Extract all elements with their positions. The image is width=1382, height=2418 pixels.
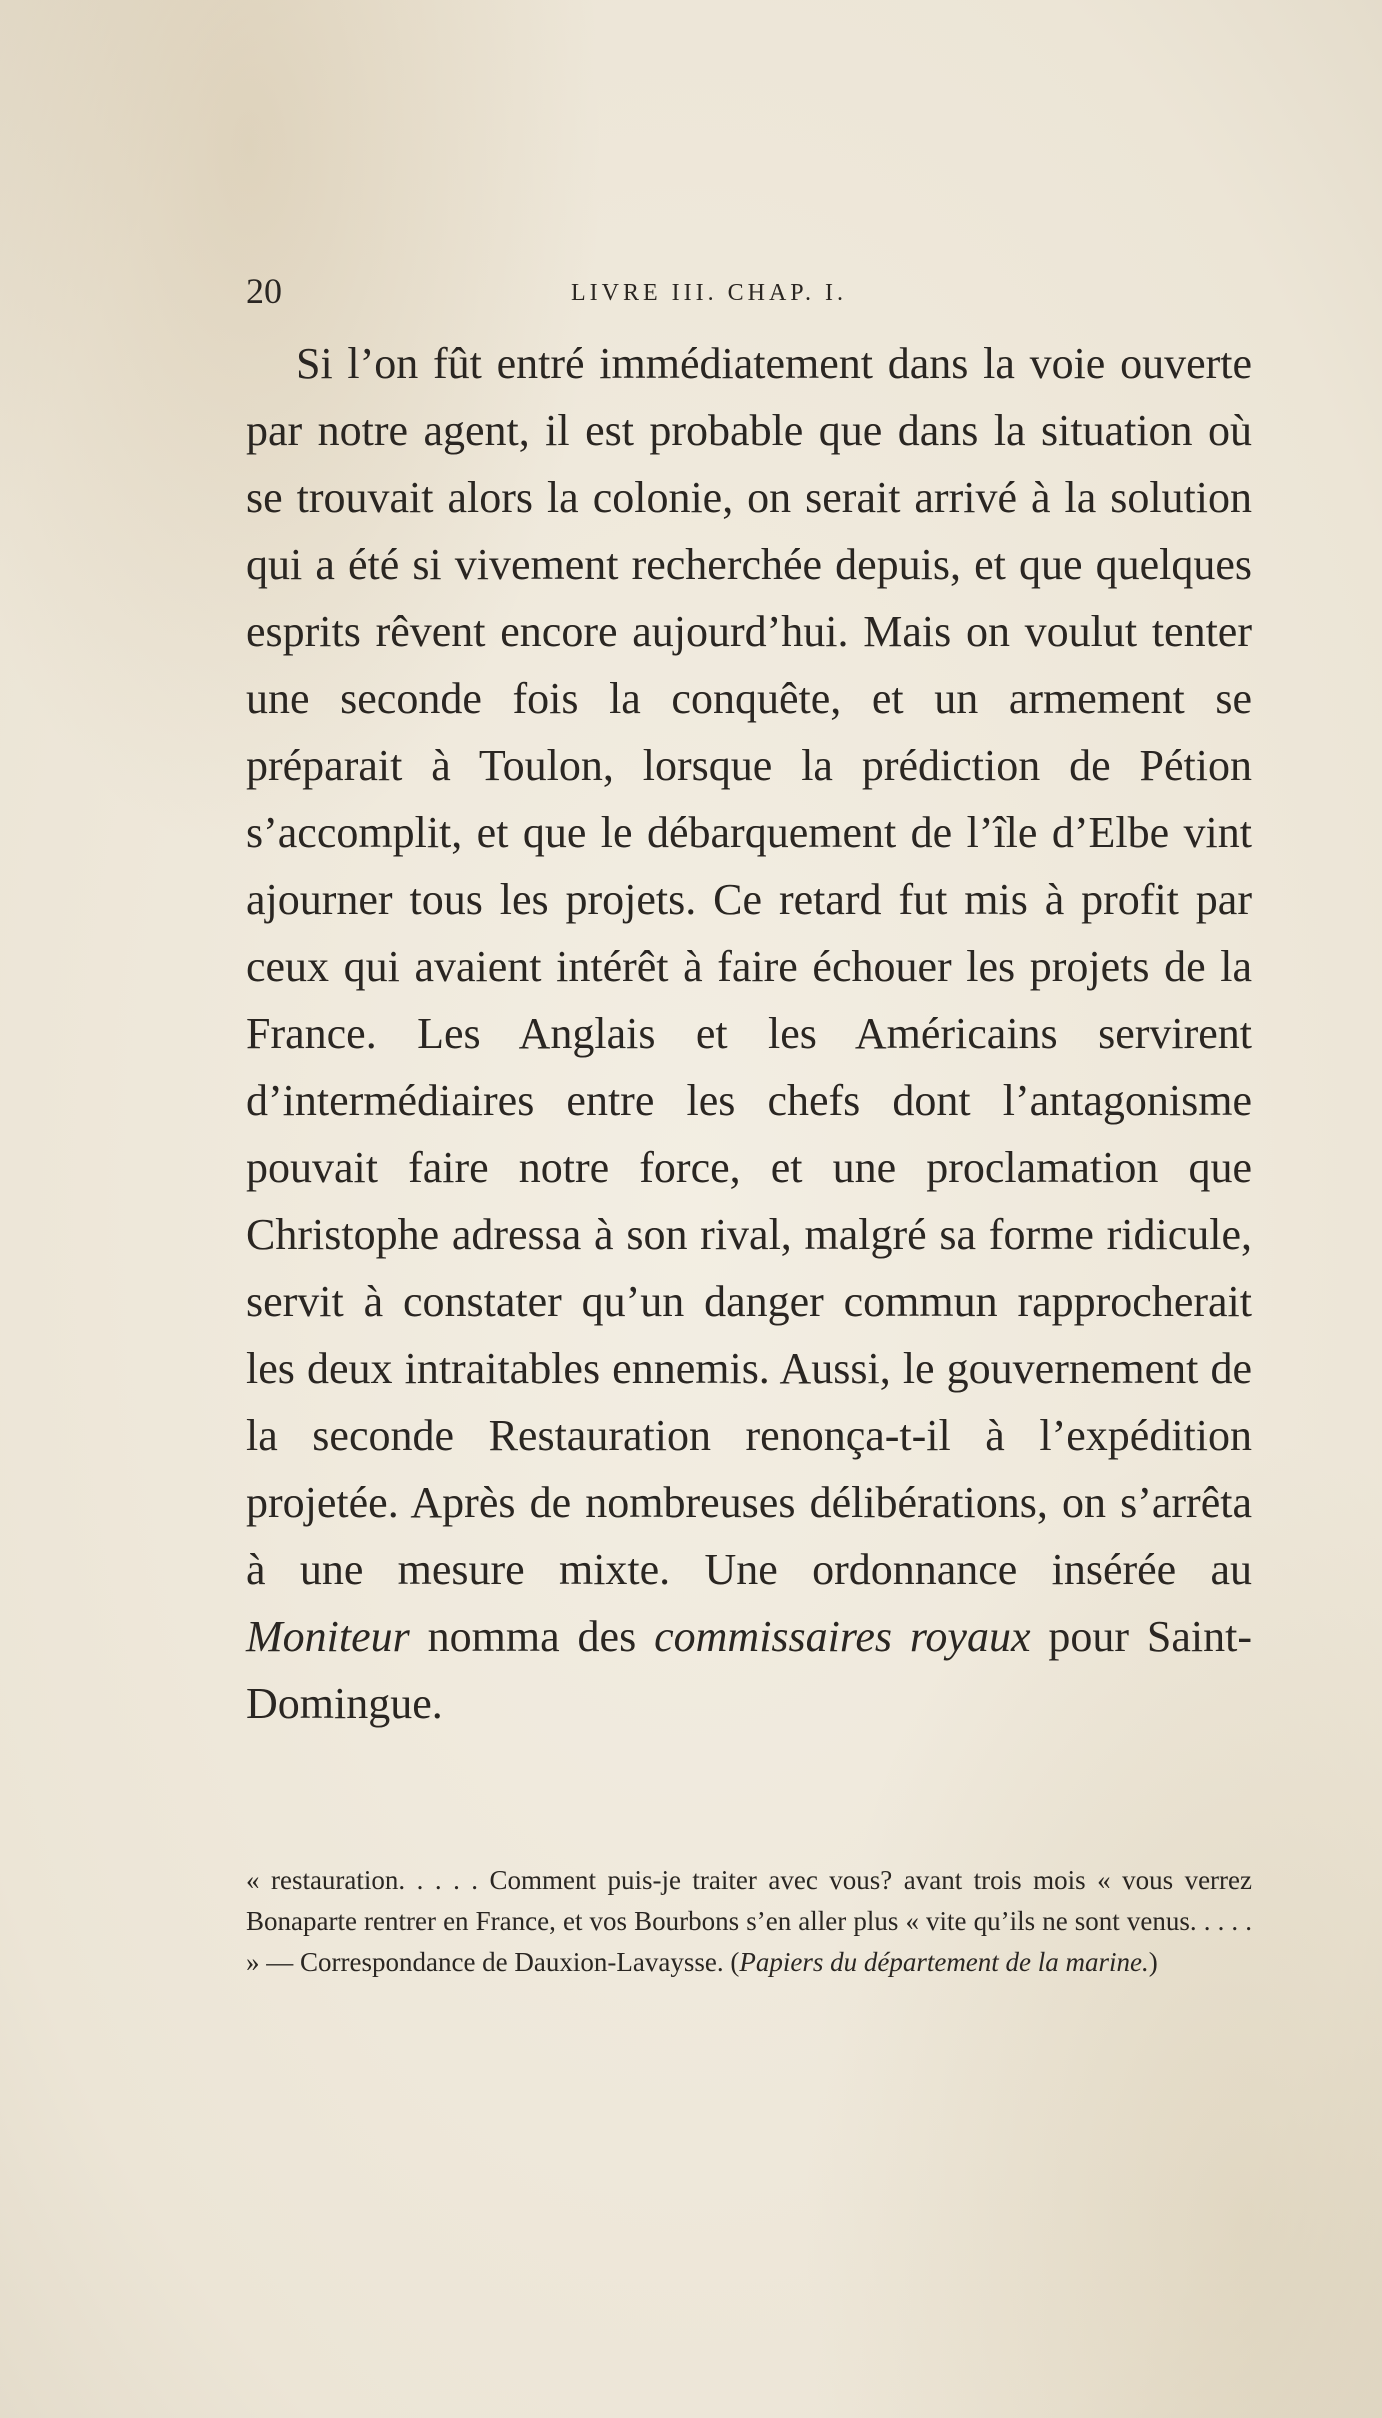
page-number: 20	[246, 271, 282, 311]
running-title: LIVRE III. CHAP. I.	[571, 280, 847, 306]
footnote-source: Papiers du département de la marine.	[739, 1947, 1149, 1977]
paragraph-text-2: nomma des	[427, 1612, 637, 1661]
running-head	[246, 270, 916, 330]
commissaires-term: commissaires royaux	[654, 1612, 1031, 1661]
paragraph-text: Si l’on fût entré immédiatement dans la voie ouverte par notre agent, il est probable que dans la situation où se trouvait alors la colonie, on serait arrivé à la solution qui a été si vivement recherchée depuis, et que quelques esprits rêvent encore aujourd’hui. Mais on voulut tenter une seconde fois la conquête, et un armement se préparait à Toulon, lorsque la prédiction de Pétion s’accomplit, et que le débarquement de l’île d’Elbe vint ajourner tous les projets. Ce retard fut mis à profit par ceux qui avaient intérêt à faire échouer les projets de la France. Les Anglais et les Américains servirent d’intermédiaires entre les chefs dont l’antagonisme pouvait faire notre force, et une proclamation que Christophe adressa à son rival, malgré sa forme ridicule, servit à constater qu’un danger commun rapprocherait les deux intraitables ennemis. Aussi, le gouvernement de la seconde Restauration renonça-t-il à l’expédition projetée. Après de nombreuses délibérations, on s’arrêta à une mesure mixte. Une ordonnance insérée au	[246, 339, 1252, 1594]
footnote-paragraph	[246, 1860, 1252, 1983]
paragraph-text-3: pour Saint-Domingue.	[246, 1612, 1253, 1728]
moniteur-title: Moniteur	[246, 1612, 410, 1661]
footnote-text: « restauration. . . . . Comment puis-je traiter avec vous? avant trois mois « vous verrez Bonaparte rentrer en France, et vos Bourbons s’en aller plus « vite qu’ils ne sont venus. . . . . » — Correspondance de Dauxion-Lavaysse. (	[246, 1865, 1252, 1977]
paragraph	[246, 330, 1252, 1737]
footnote	[246, 1860, 1252, 1983]
footnote-close: )	[1148, 1947, 1158, 1977]
main-text	[246, 330, 1252, 1737]
